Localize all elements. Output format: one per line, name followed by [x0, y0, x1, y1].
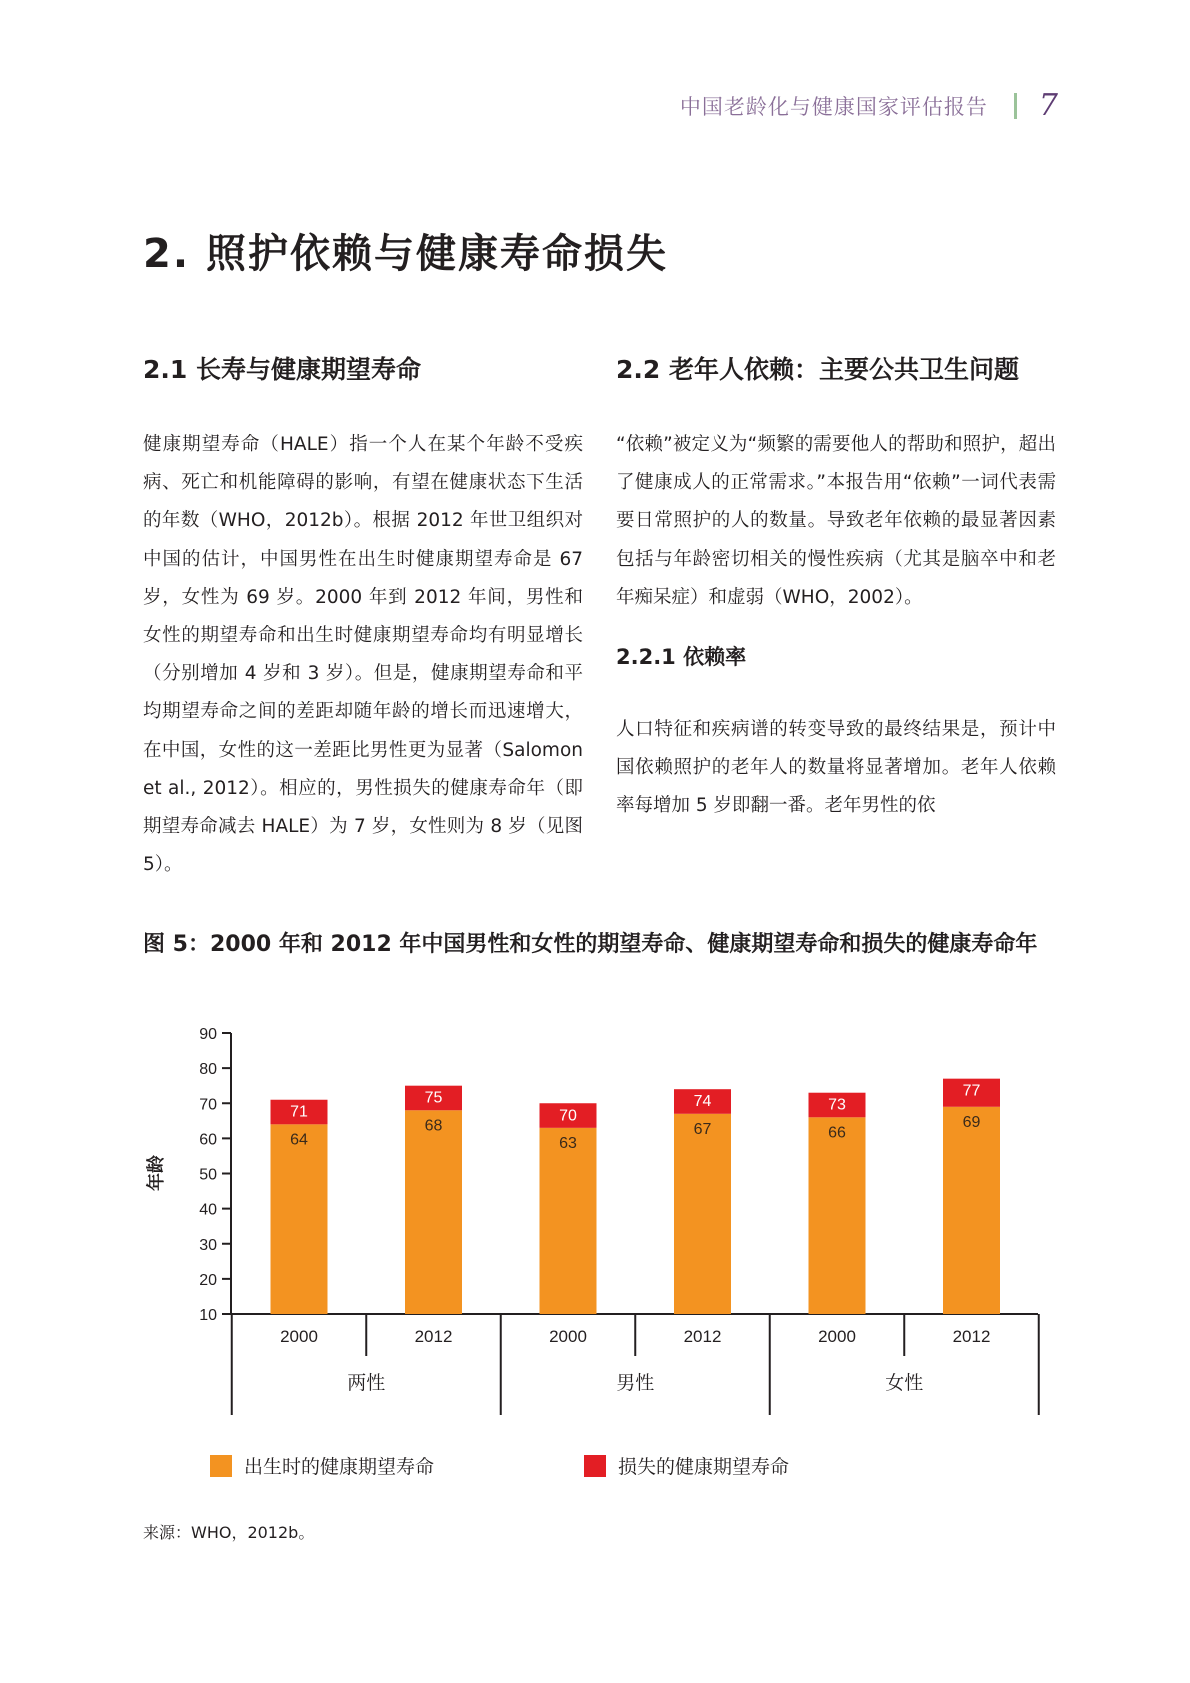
y-tick-label: 10 [199, 1307, 217, 1324]
bar-value-label: 68 [424, 1117, 443, 1135]
bar-healthy [943, 1107, 1000, 1314]
section-heading-2-2-1: 2.2.1 依赖率 [616, 645, 747, 670]
x-group-label: 两性 [347, 1373, 386, 1394]
y-tick-label: 60 [199, 1131, 217, 1149]
x-tick-label: 2000 [549, 1327, 587, 1346]
bar-healthy [809, 1117, 866, 1314]
figure-source: 来源：WHO，2012b。 [143, 1523, 315, 1542]
y-tick-label: 20 [199, 1271, 217, 1289]
bar-total-label: 71 [290, 1103, 308, 1121]
legend-swatch-lost [584, 1455, 606, 1477]
legend-label-lost: 损失的健康期望寿命 [618, 1456, 790, 1478]
column-right [616, 350, 1056, 826]
bar-total-label: 75 [424, 1089, 443, 1107]
bar-total-label: 70 [559, 1107, 577, 1125]
bar-healthy [405, 1110, 462, 1314]
bar-total-label: 74 [693, 1093, 712, 1111]
x-group-label: 女性 [885, 1373, 924, 1394]
legend-label-healthy: 出生时的健康期望寿命 [244, 1456, 435, 1478]
y-tick-label: 70 [199, 1096, 217, 1114]
chart-legend [210, 1452, 939, 1479]
legend-item-lost [584, 1452, 789, 1479]
x-tick-label: 2012 [683, 1327, 722, 1346]
header-divider [1014, 93, 1017, 119]
section-2-1-body: 健康期望寿命（HALE）指一个人在某个年龄不受疾病、死亡和机能障碍的影响，有望在健康状态下生活的年数（WHO，2012b）。根据 2012 年世卫组织对中国的估计，中国男性在出生时健康期望寿命是 67 岁，女性为 69 岁。2000 年到 2012 年间，男性和女性的期望寿命和出生时健康期望寿命均有明显增长（分别增加 4 岁和 3 岁）。但是，健康期望寿命和平均期望寿命之间的差距却随年龄的增长而迅速增大，在中国，女性的这一差距比男性更为显著（Salomon et al., 2012）。相应的，男性损失的健康寿命年（即期望寿命减去 HALE）为 7 岁，女性则为 8 岁（见图 5）。 [143, 434, 583, 876]
bar-value-label: 67 [693, 1120, 712, 1138]
x-tick-label: 2012 [414, 1327, 453, 1346]
section-heading-2-1: 2.1 长寿与健康期望寿命 [143, 355, 421, 384]
bar-total-label: 73 [828, 1096, 846, 1114]
section-2-2-1-body: 人口特征和疾病谱的转变导致的最终结果是，预计中国依赖照护的老年人的数量将显著增加。老年人依赖率每增加 5 岁即翻一番。老年男性的依 [616, 719, 1056, 817]
x-tick-label: 2000 [280, 1327, 318, 1346]
bar-value-label: 64 [290, 1131, 308, 1149]
section-heading-2-2: 2.2 老年人依赖：主要公共卫生问题 [616, 355, 1019, 384]
x-tick-label: 2012 [952, 1327, 991, 1346]
bar-healthy [271, 1124, 328, 1314]
column-left [143, 350, 583, 884]
y-tick-label: 30 [199, 1236, 217, 1254]
y-tick-label: 80 [199, 1061, 217, 1079]
bar-healthy [540, 1128, 597, 1314]
running-title: 中国老龄化与健康国家评估报告 [679, 94, 988, 119]
x-group-label: 男性 [616, 1373, 655, 1394]
y-tick-label: 90 [199, 1026, 217, 1043]
chapter-title: 2. 照护依赖与健康寿命损失 [143, 231, 668, 277]
bar-total-label: 77 [962, 1082, 981, 1100]
life-expectancy-chart [130, 1015, 1050, 1415]
bar-value-label: 69 [962, 1113, 981, 1131]
y-tick-label: 40 [199, 1201, 217, 1219]
page-number: 7 [1038, 88, 1058, 123]
x-tick-label: 2000 [818, 1327, 856, 1346]
y-axis-title: 年龄 [146, 1155, 166, 1191]
bar-healthy [674, 1114, 731, 1314]
figure-caption: 图 5：2000 年和 2012 年中国男性和女性的期望寿命、健康期望寿命和损失的健康寿命年 [143, 932, 1038, 957]
running-head [680, 88, 1058, 123]
section-2-2-body: “依赖”被定义为“频繁的需要他人的帮助和照护，超出了健康成人的正常需求。”本报告用“依赖”一词代表需要日常照护的人的数量。导致老年依赖的最显著因素包括与年龄密切相关的慢性疾病（尤其是脑卒中和老年痴呆症）和虚弱（WHO，2002）。 [616, 434, 1056, 608]
legend-swatch-healthy [210, 1455, 232, 1477]
legend-item-healthy [210, 1452, 434, 1479]
bar-value-label: 63 [559, 1134, 577, 1152]
y-tick-label: 50 [199, 1166, 217, 1184]
bar-value-label: 66 [828, 1124, 846, 1142]
